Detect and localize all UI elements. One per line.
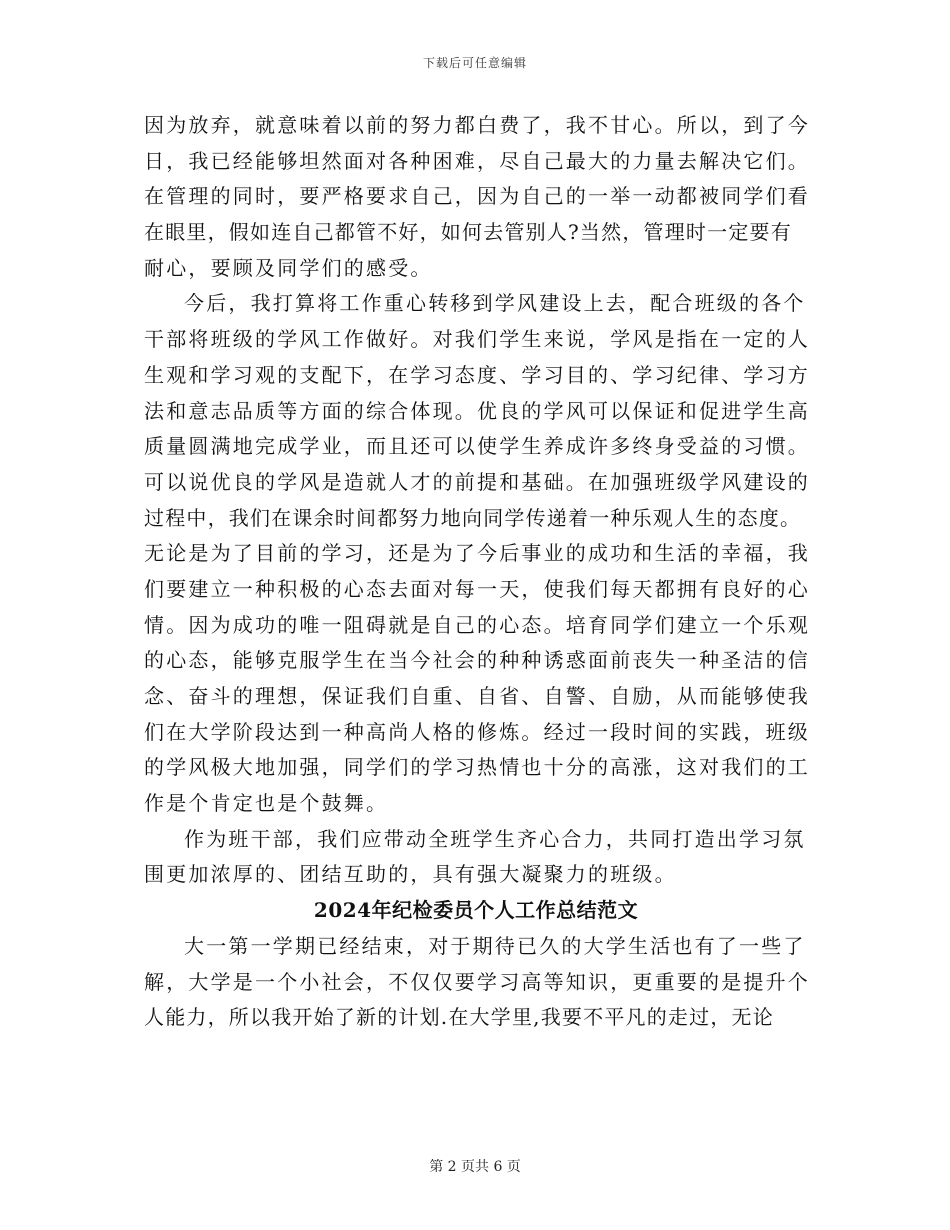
paragraph-start-line: 大一第一学期已经结束，对于期待已久的大学生活也有了一些了 [184, 933, 806, 958]
text-line: 的学风极大地加强，同学们的学习热情也十分的高涨，这对我们的工 [144, 755, 810, 780]
text-line: 在眼里，假如连自己都管不好，如何去管别人?当然，管理时一定要有 [144, 220, 792, 245]
page-number-footer: 第 2 页共 6 页 [429, 1159, 521, 1175]
text-line: 法和意志品质等方面的综合体现。优良的学风可以保证和促进学生高 [144, 398, 810, 423]
paragraph-start-line: 作为班干部，我们应带动全班学生齐心合力，共同打造出学习氛 [184, 826, 806, 851]
text-line: 过程中，我们在课余时间都努力地向同学传递着一种乐观人生的态度。 [144, 505, 802, 530]
text-line: 人能力，所以我开始了新的计划.在大学里,我要不平凡的走过，无论 [144, 1005, 774, 1030]
text-line: 可以说优良的学风是造就人才的前提和基础。在加强班级学风建设的 [144, 469, 810, 494]
text-line: 耐心，要顾及同学们的感受。 [144, 255, 433, 280]
text-line: 干部将班级的学风工作做好。对我们学生来说，学风是指在一定的人 [144, 327, 810, 352]
paragraph-start-line: 今后，我打算将工作重心转移到学风建设上去，配合班级的各个 [184, 291, 806, 316]
text-line: 念、奋斗的理想，保证我们自重、自省、自警、自励，从而能够使我 [144, 684, 810, 708]
text-line: 在管理的同时，要严格要求自己，因为自己的一举一动都被同学们看 [144, 184, 810, 209]
text-line: 生观和学习观的支配下，在学习态度、学习目的、学习纪律、学习方 [144, 362, 810, 387]
text-line: 围更加浓厚的、团结互助的，具有强大凝聚力的班级。 [144, 862, 677, 887]
text-line: 们要建立一种积极的心态去面对每一天，使我们每天都拥有良好的心 [144, 576, 810, 601]
text-line: 情。因为成功的唯一阻碍就是自己的心态。培育同学们建立一个乐观 [144, 612, 810, 637]
text-line: 质量圆满地完成学业，而且还可以使学生养成许多终身受益的习惯。 [144, 434, 810, 459]
text-line: 日，我已经能够坦然面对各种困难，尽自己最大的力量去解决它们。 [144, 148, 810, 173]
text-line: 解，大学是一个小社会，不仅仅要学习高等知识，更重要的是提升个 [144, 969, 810, 994]
text-line: 的心态，能够克服学生在当今社会的种种诱惑面前丧失一种圣洁的信 [144, 648, 810, 673]
text-line: 作是个肯定也是个鼓舞。 [144, 791, 389, 816]
text-line: 因为放弃，就意味着以前的努力都白费了，我不甘心。所以，到了今 [144, 113, 810, 137]
page-header: 下载后可任意编辑 [422, 56, 527, 70]
text-line: 们在大学阶段达到一种高尚人格的修炼。经过一段时间的实践，班级 [144, 719, 810, 744]
section-title: 2024年纪检委员个人工作总结范文 [313, 898, 639, 923]
document-body [144, 108, 808, 1036]
text-line: 无论是为了目前的学习，还是为了今后事业的成功和生活的幸福，我 [144, 541, 810, 566]
